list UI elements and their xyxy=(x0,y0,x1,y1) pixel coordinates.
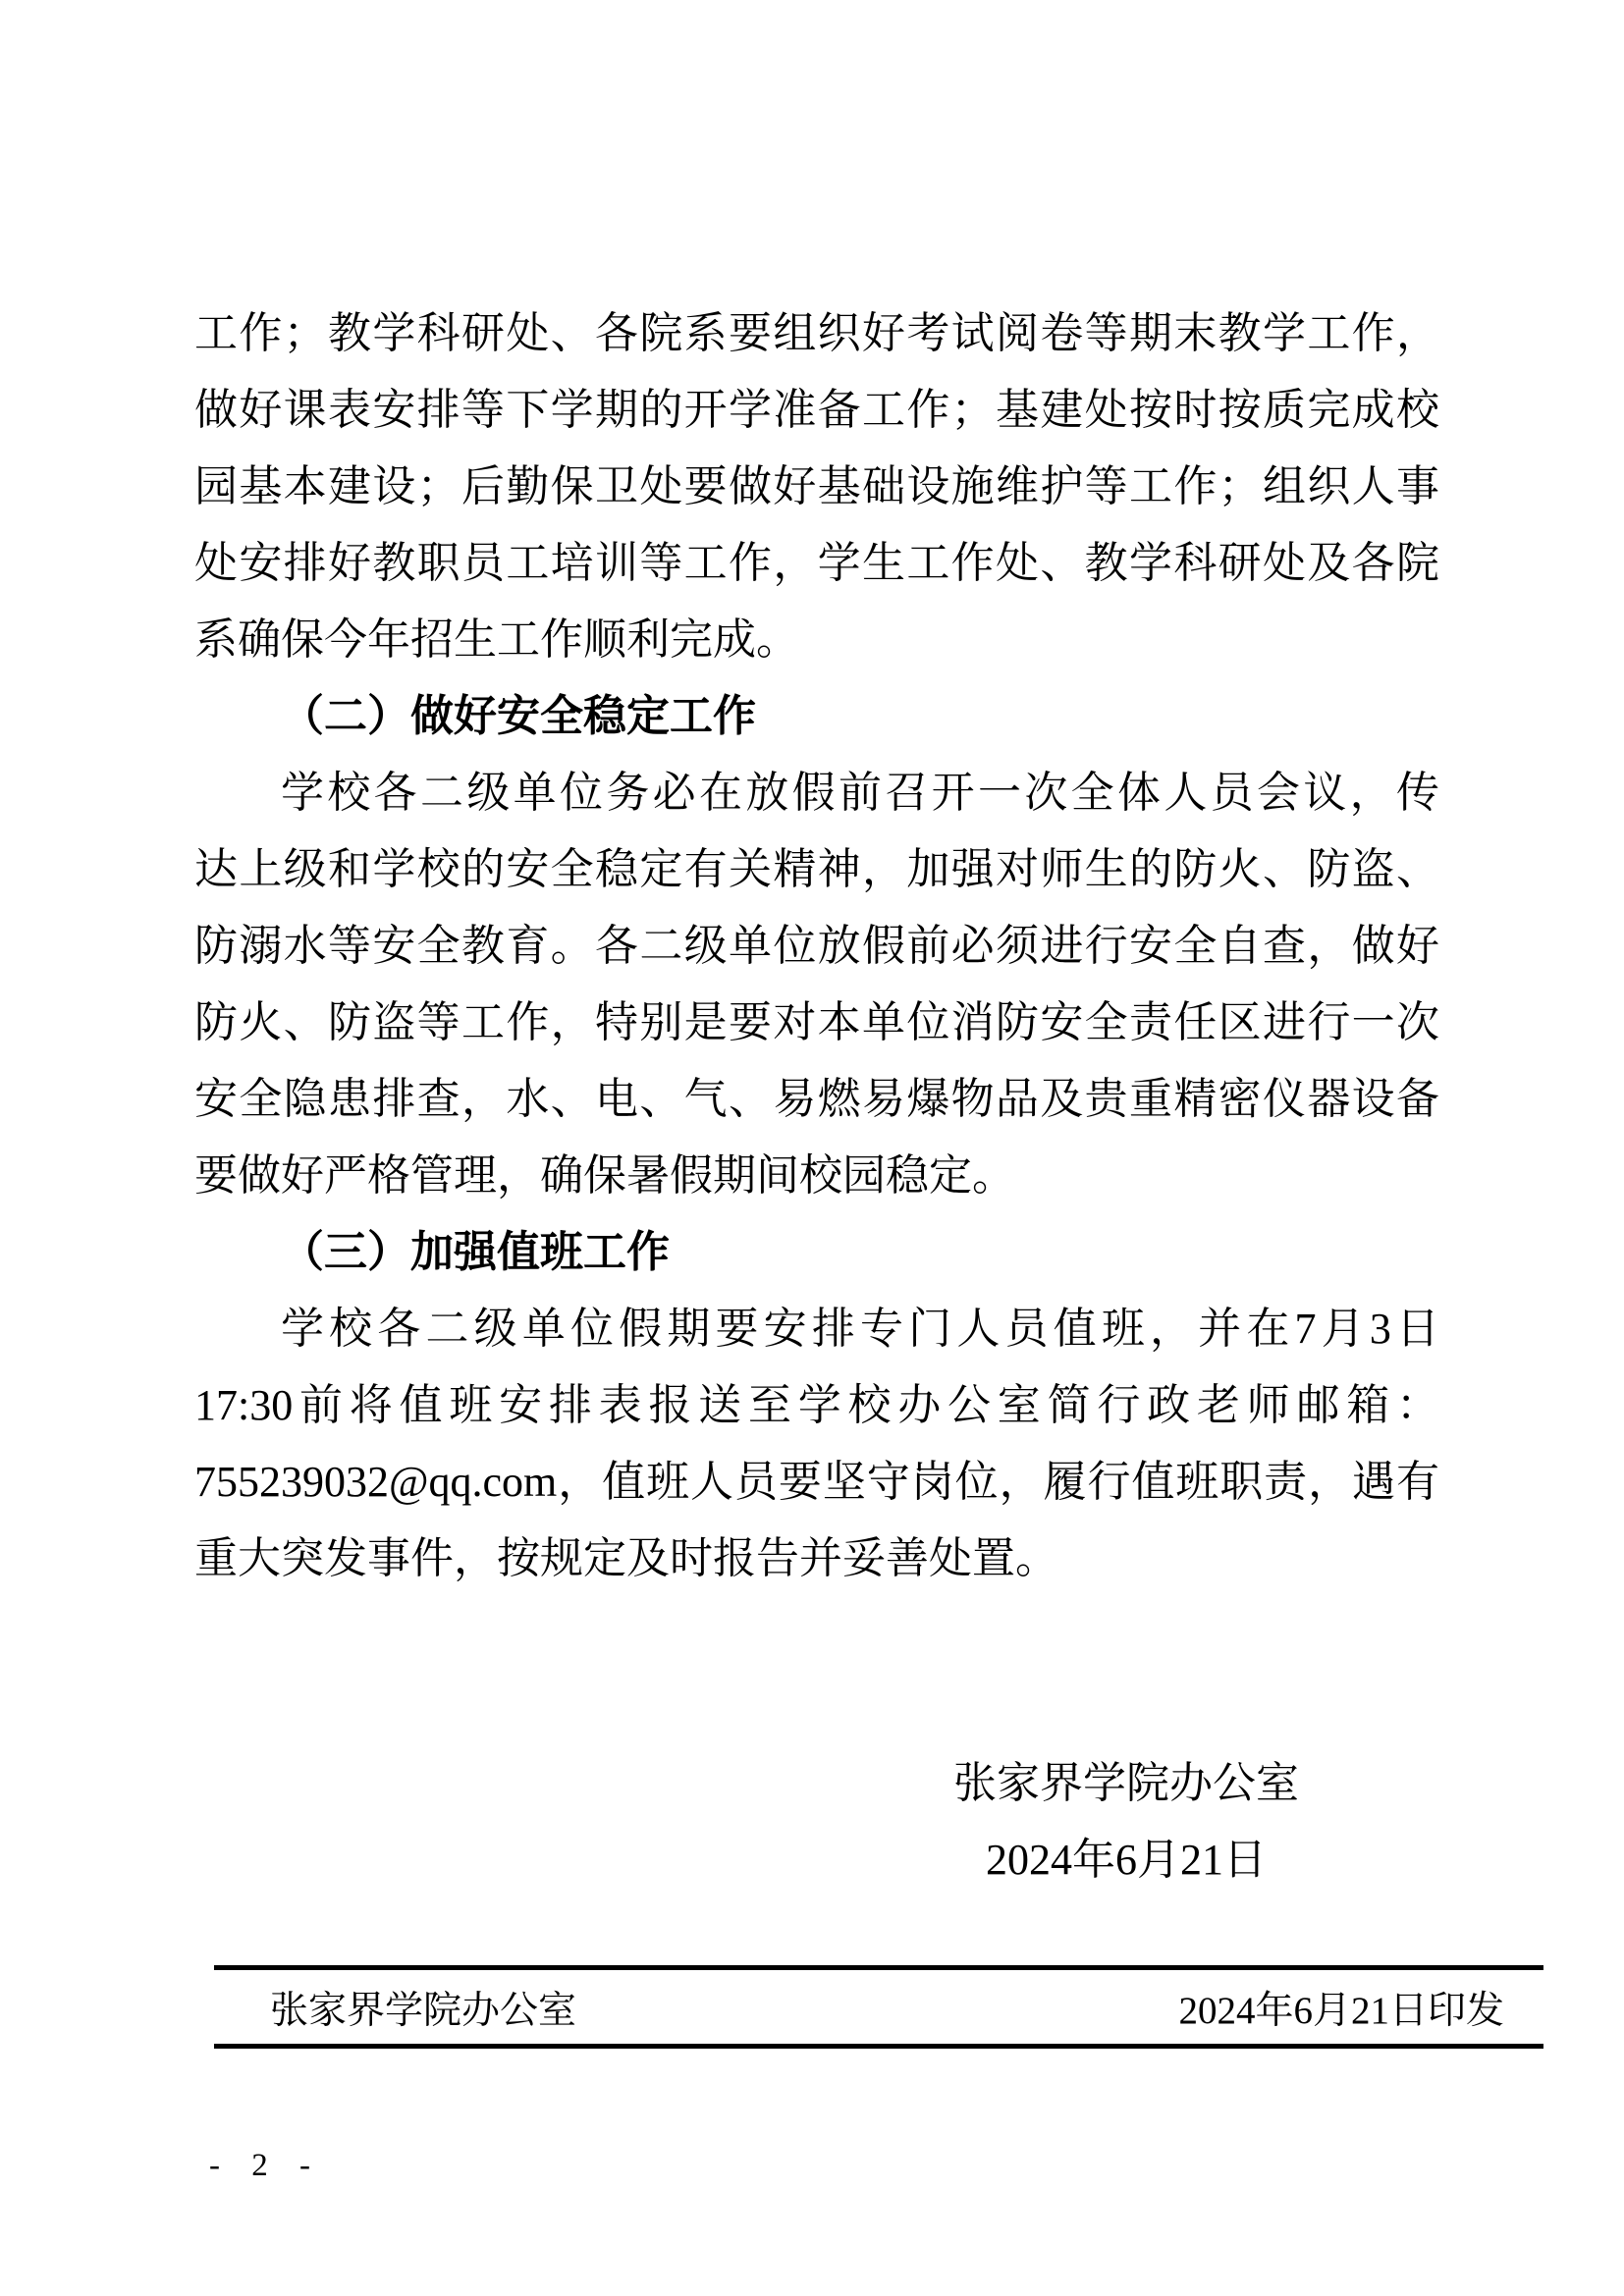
body-line: 学校各二级单位假期要安排专门人员值班，并在7月3日 xyxy=(281,1305,1439,1353)
body-line: 17:30前将值班安排表报送至学校办公室简行政老师邮箱： xyxy=(194,1381,1439,1429)
page-number: - 2 - xyxy=(209,2148,322,2183)
body-line: 重大突发事件，按规定及时报告并妥善处置。 xyxy=(194,1534,1058,1582)
body-line: 防火、防盗等工作，特别是要对本单位消防安全责任区进行一次 xyxy=(194,998,1439,1046)
body-line: 安全隐患排查，水、电、气、易燃易爆物品及贵重精密仪器设备 xyxy=(194,1075,1439,1123)
body-line: 达上级和学校的安全稳定有关精神，加强对师生的防火、防盗、 xyxy=(194,845,1439,893)
footer-band xyxy=(214,1965,1543,2049)
body-line: 处安排好教职员工培训等工作，学生工作处、教学科研处及各院 xyxy=(194,539,1439,587)
footer-issue-date: 2024年6月21日印发 xyxy=(1178,1989,1504,2032)
body-line: 学校各二级单位务必在放假前召开一次全体人员会议，传 xyxy=(281,769,1439,817)
section-heading: （二）做好安全稳定工作 xyxy=(281,692,756,740)
document-body xyxy=(194,295,1439,1597)
body-line: 系确保今年招生工作顺利完成。 xyxy=(194,615,799,664)
body-line: 要做好严格管理，确保暑假期间校园稳定。 xyxy=(194,1151,1015,1200)
signature-date: 2024年6月21日 xyxy=(986,1836,1267,1884)
body-line: 做好课表安排等下学期的开学准备工作；基建处按时按质完成校 xyxy=(194,386,1439,434)
signature-block xyxy=(832,1745,1421,1898)
body-line: 防溺水等安全教育。各二级单位放假前必须进行安全自查，做好 xyxy=(194,922,1439,970)
body-line: 工作；教学科研处、各院系要组织好考试阅卷等期末教学工作， xyxy=(194,309,1439,357)
section-heading: （三）加强值班工作 xyxy=(281,1228,670,1276)
body-line: 园基本建设；后勤保卫处要做好基础设施维护等工作；组织人事 xyxy=(194,462,1439,510)
signature-org: 张家界学院办公室 xyxy=(953,1759,1299,1807)
body-line: 755239032@qq.com，值班人员要坚守岗位，履行值班职责，遇有 xyxy=(194,1458,1439,1506)
footer-issuer: 张家界学院办公室 xyxy=(270,1989,577,2032)
